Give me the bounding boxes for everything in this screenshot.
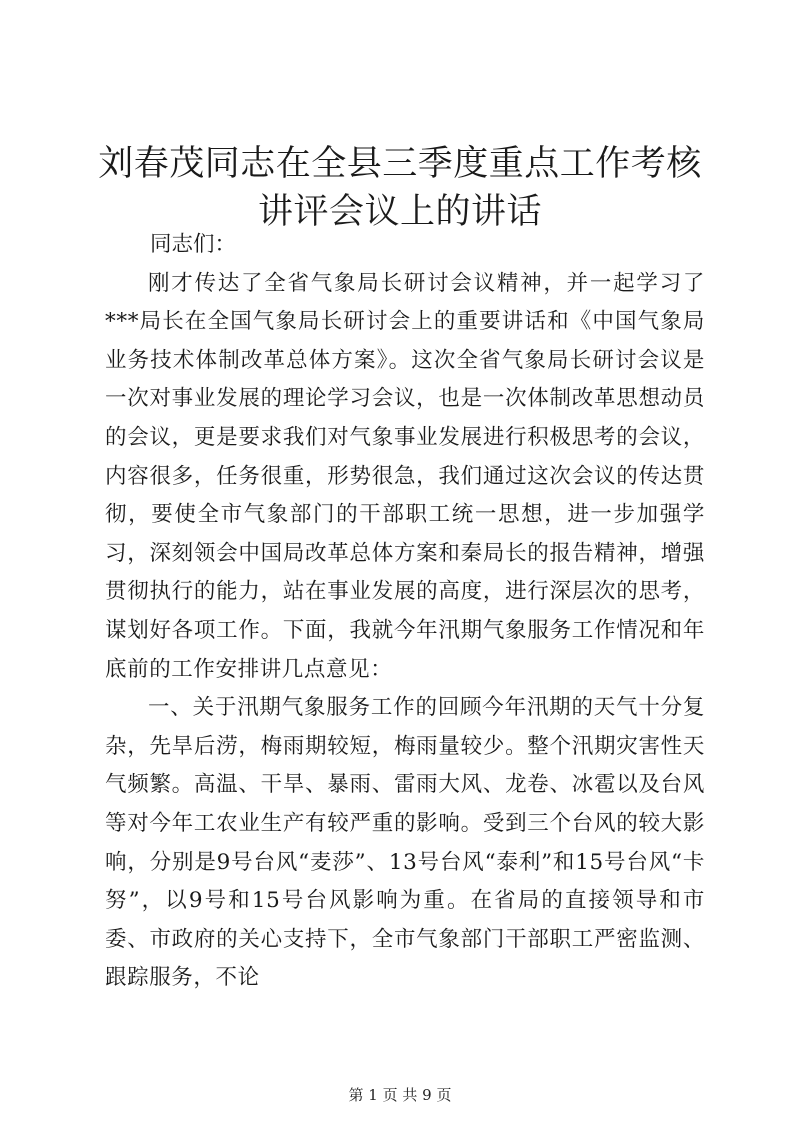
document-title: 刘春茂同志在全县三季度重点工作考核讲评会议上的讲话 <box>98 144 702 232</box>
paragraph-2: 一、关于汛期气象服务工作的回顾今年汛期的天气十分复杂，先旱后涝，梅雨期较短，梅雨量较少。整个汛期灾害性天气频繁。高温、干旱、暴雨、雷雨大风、龙卷、冰雹以及台风等对今年工农业生产有较严重的影响。受到三个台风的较大影响，分别是9号台风“麦莎”、13号台风“泰利”和15号台风“卡努”，以9号和15号台风影响为重。在省局的直接领导和市委、市政府的关心支持下，全市气象部门干部职工严密监测、跟踪服务，不论 <box>105 695 705 991</box>
paragraph-1: 刚才传达了全省气象局长研讨会议精神，并一起学习了***局长在全国气象局长研讨会上的重要讲话和《中国气象局业务技术体制改革总体方案》。这次全省气象局长研讨会议是一次对事业发展的理论学习会议，也是一次体制改革思想动员的会议，更是要求我们对气象事业发展进行积极思考的会议，内容很多，任务很重，形势很急，我们通过这次会议的传达贯彻，要使全市气象部门的干部职工统一思想，进一步加强学习，深刻领会中国局改革总体方案和秦局长的报告精神，增强贯彻执行的能力，站在事业发展的高度，进行深层次的思考，谋划好各项工作。下面，我就今年汛期气象服务工作情况和年底前的工作安排讲几点意见： <box>105 270 705 682</box>
document-body <box>105 226 705 998</box>
page-footer: 第 1 页 共 9 页 <box>348 1086 452 1104</box>
salutation: 同志们： <box>150 232 237 257</box>
